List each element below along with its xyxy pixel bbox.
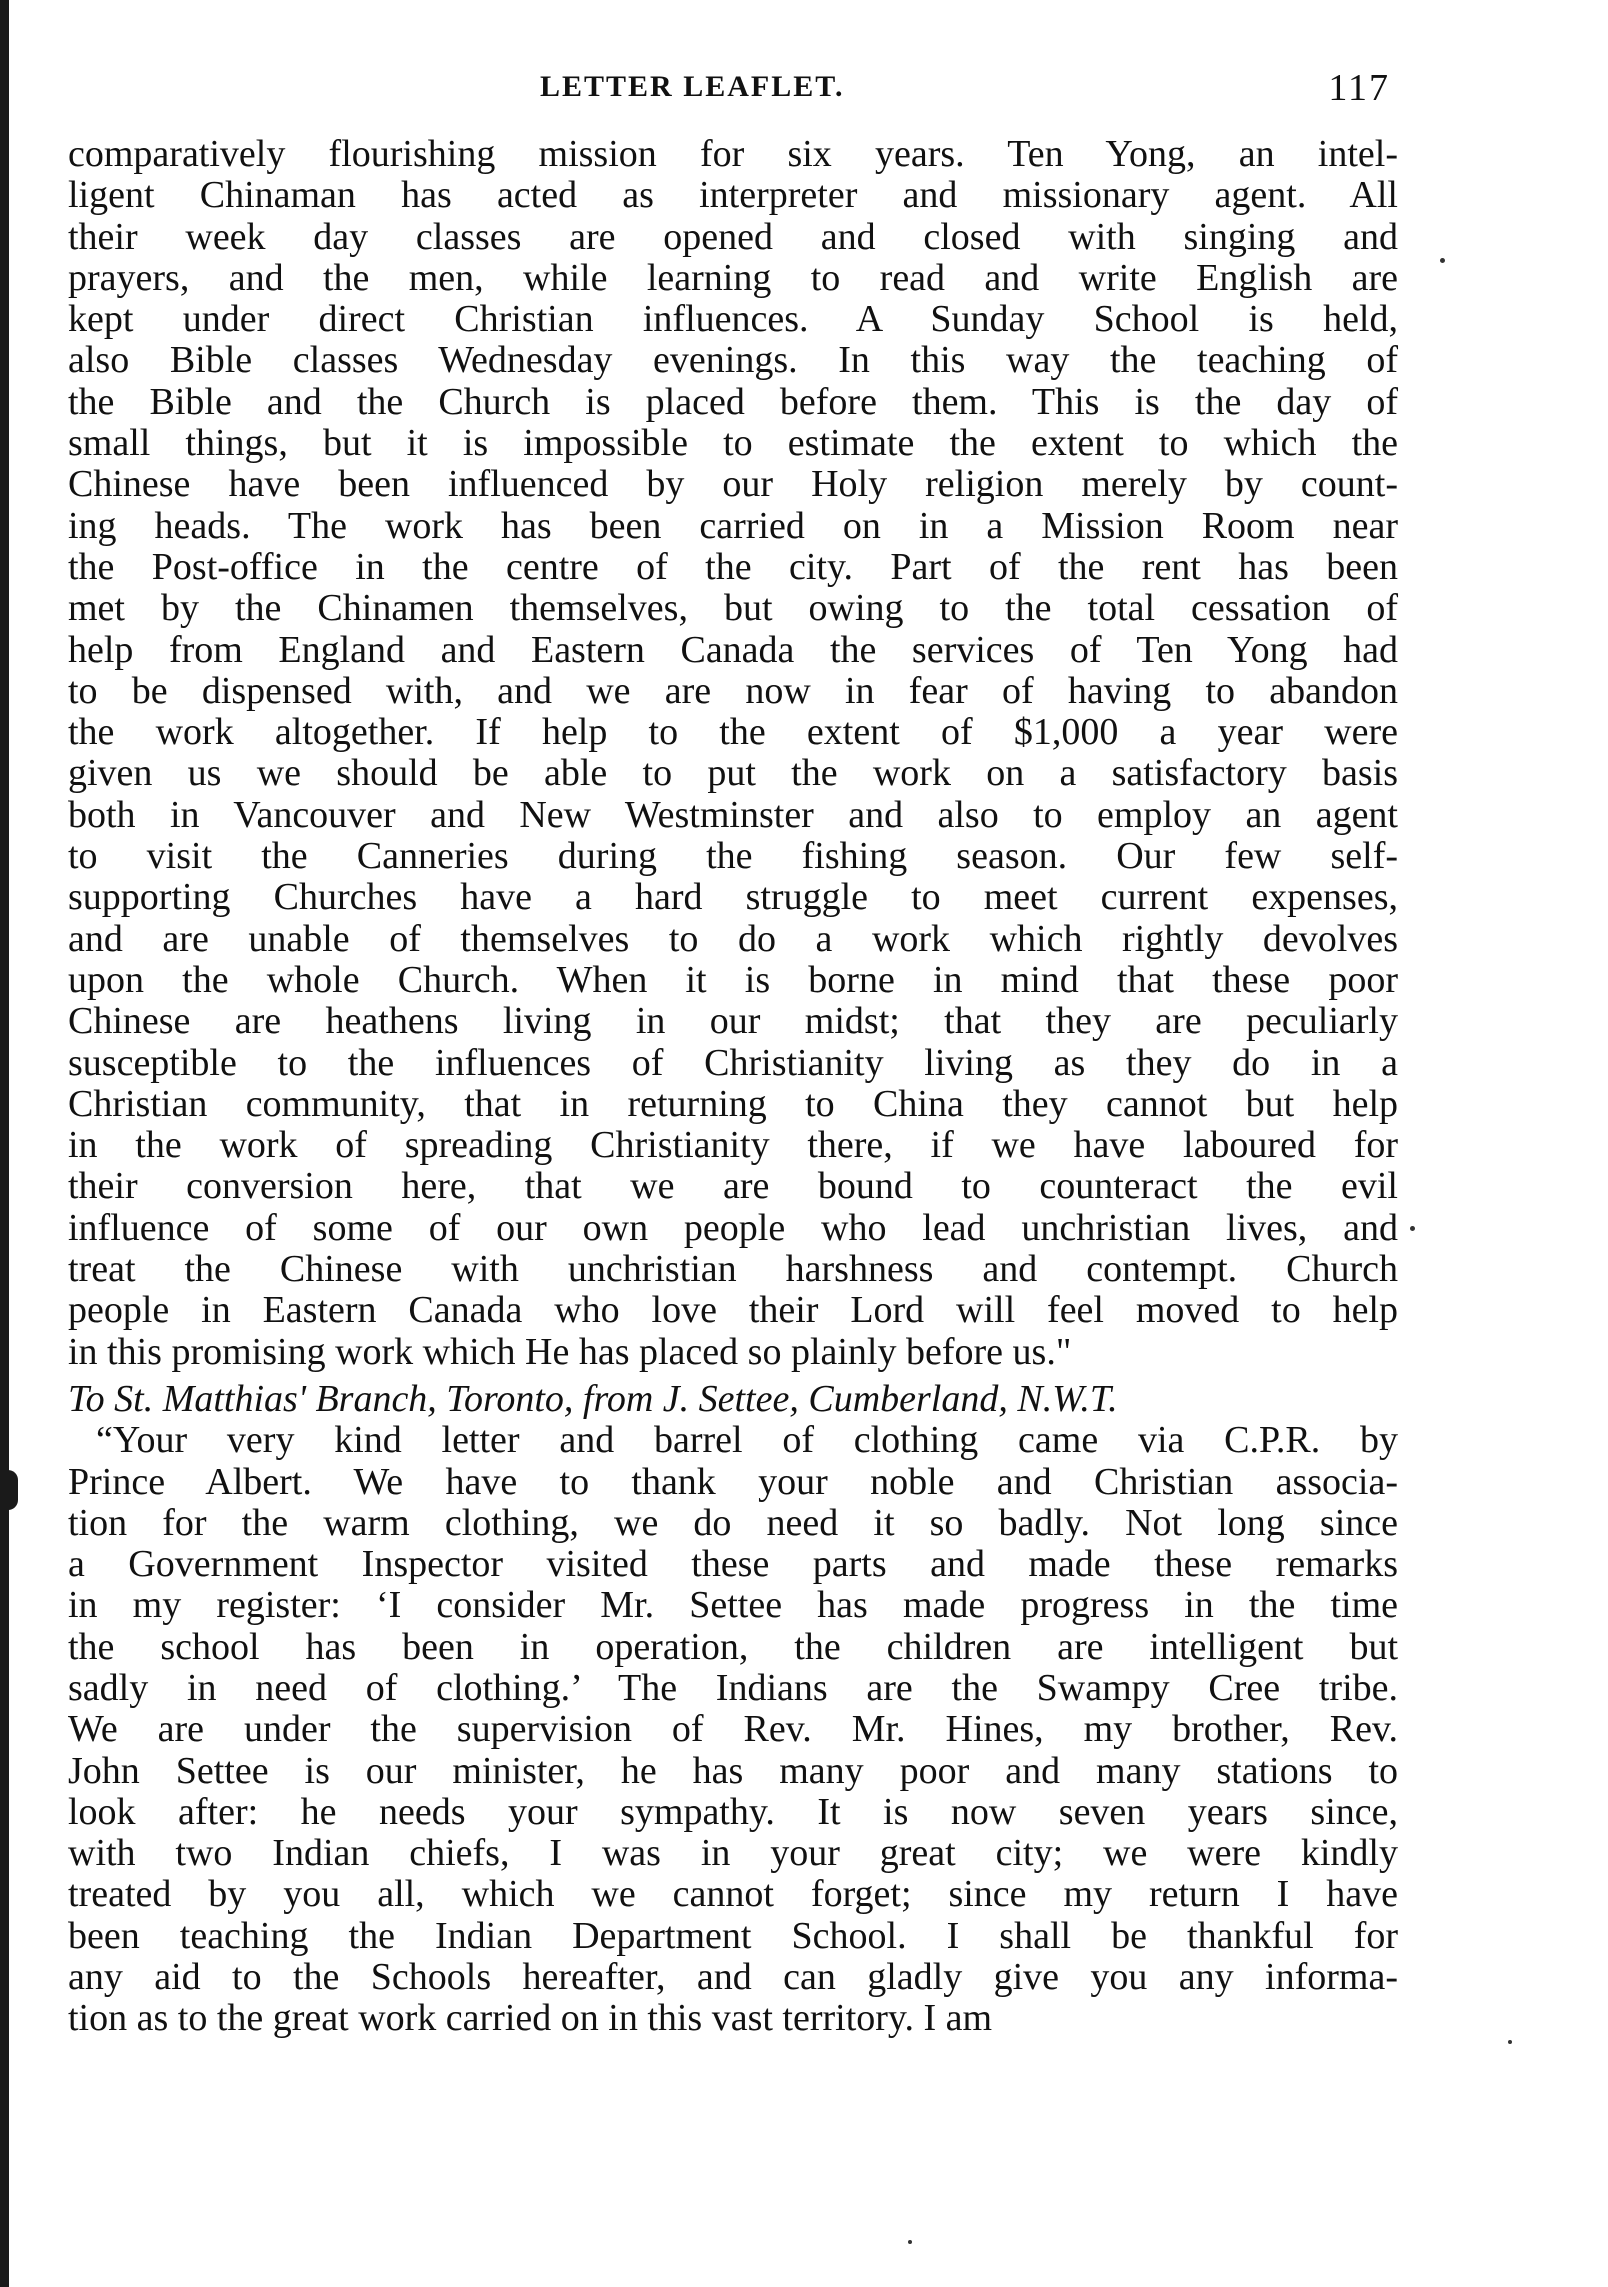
- page-header: [70, 67, 1390, 120]
- text-line: in my register: ‘I consider Mr. Settee has made progress in the time: [68, 1584, 1398, 1627]
- text-line: their week day classes are opened and closed with singing and: [68, 215, 1398, 258]
- text-line: both in Vancouver and New Westminster and also to employ an agent: [68, 793, 1398, 836]
- text-line: been teaching the Indian Department School. I shall be thankful for: [68, 1914, 1398, 1957]
- page-binding-notch: [0, 1470, 18, 1510]
- scan-speck: [908, 2240, 912, 2244]
- text-line: look after: he needs your sympathy. It is now seven years since,: [68, 1790, 1398, 1833]
- text-line: a Government Inspector visited these parts and made these remarks: [68, 1543, 1398, 1586]
- text-line: Chinese have been influenced by our Holy religion merely by count-: [68, 463, 1398, 506]
- scan-speck: [1440, 258, 1445, 263]
- text-line: ligent Chinaman has acted as interpreter and missionary agent. All: [68, 174, 1398, 217]
- text-line: Christian community, that in returning to China they cannot but help: [68, 1082, 1398, 1125]
- paragraph-settee-letter: [68, 1420, 1398, 2039]
- text-line: the Post-office in the centre of the city. Part of the rent has been: [68, 545, 1398, 588]
- text-line: people in Eastern Canada who love their Lord will feel moved to help: [68, 1289, 1398, 1332]
- text-line: John Settee is our minister, he has many poor and many stations to: [68, 1749, 1398, 1792]
- text-line: Chinese are heathens living in our midst; that they are peculiarly: [68, 1000, 1398, 1043]
- text-line: sadly in need of clothing.’ The Indians are the Swampy Cree tribe.: [68, 1666, 1398, 1709]
- page-number: 117: [1328, 67, 1390, 109]
- scan-speck: [1410, 1226, 1415, 1231]
- text-line: the work altogether. If help to the extent of $1,000 a year were: [68, 711, 1398, 754]
- text-line: prayers, and the men, while learning to read and write English are: [68, 256, 1398, 299]
- text-line: given us we should be able to put the work on a satisfactory basis: [68, 752, 1398, 795]
- text-line: in the work of spreading Christianity there, if we have laboured for: [68, 1124, 1398, 1167]
- text-line: “Your very kind letter and barrel of clothing came via C.P.R. by: [96, 1419, 1398, 1462]
- text-line: supporting Churches have a hard struggle to meet current expenses,: [68, 876, 1398, 919]
- text-line: any aid to the Schools hereafter, and can gladly give you any informa-: [68, 1956, 1398, 1999]
- paragraph-chinese-mission: [68, 134, 1398, 1373]
- text-line: with two Indian chiefs, I was in your great city; we were kindly: [68, 1832, 1398, 1875]
- text-line: susceptible to the influences of Christianity living as they do in a: [68, 1041, 1398, 1084]
- text-line: the school has been in operation, the children are intelligent but: [68, 1625, 1398, 1668]
- text-line: to visit the Canneries during the fishing season. Our few self-: [68, 835, 1398, 878]
- text-line: to be dispensed with, and we are now in fear of having to abandon: [68, 669, 1398, 712]
- text-line: tion for the warm clothing, we do need it so badly. Not long since: [68, 1501, 1398, 1544]
- text-line: treat the Chinese with unchristian harshness and contempt. Church: [68, 1248, 1398, 1291]
- text-line: help from England and Eastern Canada the services of Ten Yong had: [68, 628, 1398, 671]
- text-line: met by the Chinamen themselves, but owing to the total cessation of: [68, 587, 1398, 630]
- running-title: LETTER LEAFLET.: [540, 70, 845, 103]
- text-line: their conversion here, that we are bound to counteract the evil: [68, 1165, 1398, 1208]
- text-line: Prince Albert. We have to thank your noble and Christian associa-: [68, 1460, 1398, 1503]
- text-line: kept under direct Christian influences. A Sunday School is held,: [68, 298, 1398, 341]
- scan-speck: [1508, 2040, 1512, 2044]
- page-binding-edge: [0, 0, 9, 2287]
- text-line: small things, but it is impossible to estimate the extent to which the: [68, 422, 1398, 465]
- text-line: tion as to the great work carried on in this vast territory. I am: [68, 1997, 993, 2040]
- text-line: upon the whole Church. When it is borne in mind that these poor: [68, 958, 1398, 1001]
- text-line: We are under the supervision of Rev. Mr. Hines, my brother, Rev.: [68, 1708, 1398, 1751]
- text-line: the Bible and the Church is placed before them. This is the day of: [68, 380, 1398, 423]
- letter-heading: To St. Matthias' Branch, Toronto, from J. Settee, Cumberland, N.W.T.: [68, 1377, 1118, 1420]
- text-line: comparatively flourishing mission for six years. Ten Yong, an intel-: [68, 133, 1398, 175]
- text-line: influence of some of our own people who lead unchristian lives, and: [68, 1206, 1398, 1249]
- text-line: ing heads. The work has been carried on in a Mission Room near: [68, 504, 1398, 547]
- body-text: [68, 134, 1398, 2040]
- text-line: in this promising work which He has placed so plainly before us.": [68, 1330, 1072, 1373]
- text-line: treated by you all, which we cannot forget; since my return I have: [68, 1873, 1398, 1916]
- text-line: also Bible classes Wednesday evenings. In this way the teaching of: [68, 339, 1398, 382]
- text-line: and are unable of themselves to do a work which rightly devolves: [68, 917, 1398, 960]
